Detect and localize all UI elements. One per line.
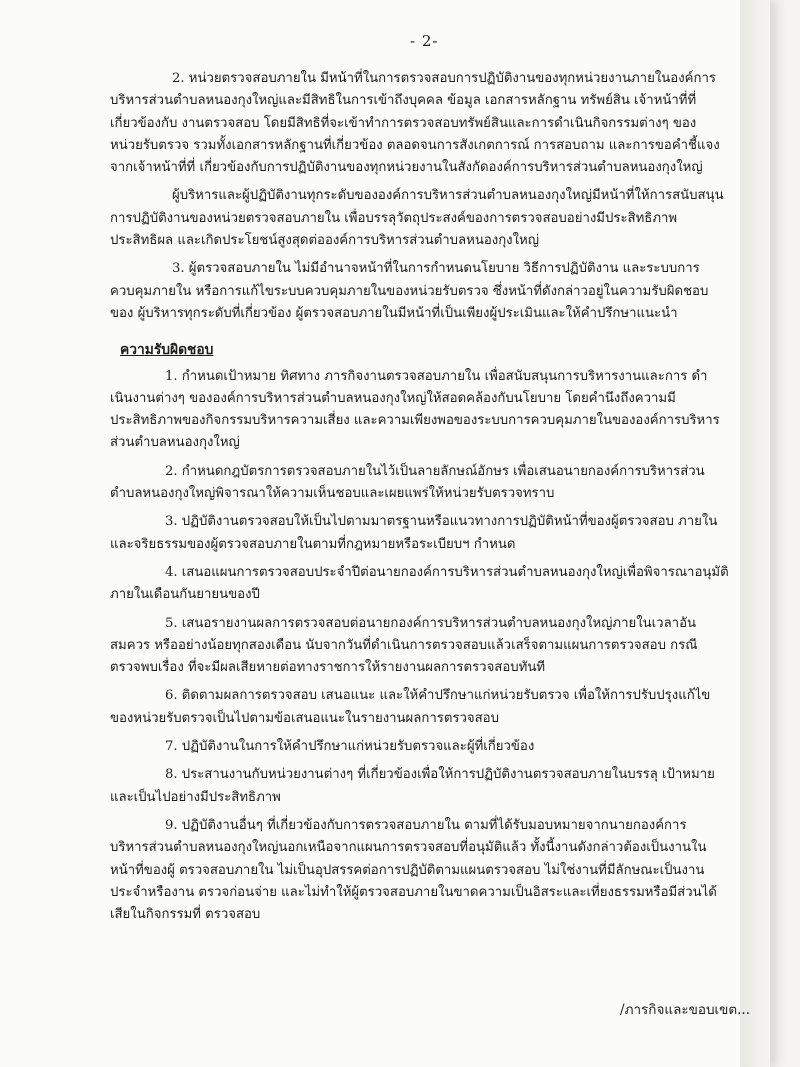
- text-line: บริหารส่วนตำบลหนองกุงใหญ่นอกเหนือจากแผนการตรวจสอบที่อนุมัติแล้ว ทั้งนี้งานดังกล่าวต้องเป็นงานใน: [110, 840, 707, 856]
- document-body: [110, 68, 760, 932]
- text-line: ประสิทธิภาพของกิจกรรมบริหารความเสี่ยง และความเพียงพอของระบบการควบคุมภายในขององค์การบริหาร: [110, 413, 720, 429]
- responsibility-item: [110, 511, 760, 556]
- paragraph-management-support: [110, 185, 760, 252]
- text-line: ตรวจพบเรื่อง ที่จะมีผลเสียหายต่อทางราชการให้รายงานผลการตรวจสอบทันที: [110, 660, 546, 676]
- responsibility-item: [110, 815, 760, 926]
- responsibility-item: [110, 685, 760, 730]
- text-line: ประจำหรืองาน ตรวจก่อนจ่าย และไม่ทำให้ผู้ตรวจสอบภายในขาดความเป็นอิสระและเที่ยงธรรมหรือมีส่วนได้: [110, 884, 717, 900]
- responsibility-item: [110, 461, 760, 506]
- text-line: ควบคุมภายใน หรือการแก้ไขระบบควบคุมภายในของหน่วยรับตรวจ ซึ่งหน้าที่ดังกล่าวอยู่ในความรับผิดชอบ: [110, 283, 709, 299]
- text-line: และเป็นไปอย่างมีประสิทธิภาพ: [110, 789, 281, 805]
- text-line: สมควร หรืออย่างน้อยทุกสองเดือน นับจากวันที่ดำเนินการตรวจสอบแล้วเสร็จตามแผนการตรวจสอบ กรณี: [110, 637, 698, 653]
- text-line: บริหารส่วนตำบลหนองกุงใหญ่และมีสิทธิในการเข้าถึงบุคคล ข้อมูล เอกสารหลักฐาน ทรัพย์สิน เจ้าหน้าที่ที่: [110, 93, 697, 109]
- responsibility-item: [110, 562, 760, 607]
- text-line: ส่วนตำบลหนองกุงใหญ่: [110, 435, 240, 451]
- text-line: หน่วยรับตรวจ รวมทั้งเอกสารหลักฐานที่เกี่ยวข้อง ตลอดจนการสังเกตการณ์ การสอบถาม และการขอคำชี้แจง: [110, 137, 720, 153]
- text-line: จากเจ้าหน้าที่ที่ เกี่ยวข้องกับการปฏิบัติงานของทุกหน่วยงานในสังกัดองค์การบริหารส่วนตำบลหนองกุงใหญ่: [110, 160, 703, 176]
- text-line: 2. กำหนดกฎบัตรการตรวจสอบภายในไว้เป็นลายลักษณ์อักษร เพื่อเสนอนายกองค์การบริหารส่วน: [165, 463, 705, 479]
- text-line: 9. ปฏิบัติงานอื่นๆ ที่เกี่ยวข้องกับการตรวจสอบภายใน ตามที่ได้รับมอบหมายจากนายกองค์การ: [165, 817, 687, 833]
- text-line: 3. ปฏิบัติงานตรวจสอบให้เป็นไปตามมาตรฐานหรือแนวทางการปฏิบัติหน้าที่ของผู้ตรวจสอบ ภายใน: [165, 514, 718, 530]
- responsibility-item: [110, 613, 760, 680]
- text-line: 4. เสนอแผนการตรวจสอบประจำปีต่อนายกองค์การบริหารส่วนตำบลหนองกุงใหญ่เพื่อพิจารณาอนุมัติ: [165, 564, 729, 580]
- responsibility-item: [110, 366, 760, 455]
- responsibility-item: [110, 736, 760, 758]
- responsibility-item: [110, 764, 760, 809]
- page-number: - 2-: [410, 32, 439, 50]
- text-line: เกี่ยวข้องกับ งานตรวจสอบ โดยมีสิทธิที่จะเข้าทำการตรวจสอบทรัพย์สินและการดำเนินกิจกรรมต่างๆ ของ: [110, 115, 697, 131]
- text-line: 7. ปฏิบัติงานในการให้คำปรึกษาแก่หน่วยรับตรวจและผู้ที่เกี่ยวข้อง: [165, 739, 535, 755]
- text-line: 3. ผู้ตรวจสอบภายใน ไม่มีอำนาจหน้าที่ในการกำหนดนโยบาย วิธีการปฏิบัติงาน และระบบการ: [172, 261, 700, 277]
- text-line: การปฏิบัติงานของหน่วยตรวจสอบภายใน เพื่อบรรลุวัตถุประสงค์ของการตรวจสอบอย่างมีประสิทธิภาพ: [110, 210, 678, 226]
- text-line: ของ ผู้บริหารทุกระดับที่เกี่ยวข้อง ผู้ตรวจสอบภายในมีหน้าที่เป็นเพียงผู้ประเมินและให้คำปรึกษาแนะนำ: [110, 305, 678, 321]
- text-line: ประสิทธิผล และเกิดประโยชน์สูงสุดต่อองค์การบริหารส่วนตำบลหนองกุงใหญ่: [110, 233, 539, 249]
- text-line: หน้าที่ของผู้ ตรวจสอบภายใน ไม่เป็นอุปสรรคต่อการปฏิบัติตามแผนตรวจสอบ ไม่ใช่งานที่มีลักษณะเป็นงาน: [110, 862, 705, 878]
- text-line: 1. กำหนดเป้าหมาย ทิศทาง ภารกิจงานตรวจสอบภายใน เพื่อสนับสนุนการบริหารงานและการ ดำ: [165, 368, 708, 384]
- text-line: 8. ประสานงานกับหน่วยงานต่างๆ ที่เกี่ยวข้องเพื่อให้การปฏิบัติงานตรวจสอบภายในบรรลุ เป้าหมาย: [165, 767, 715, 783]
- text-line: ผู้บริหารและผู้ปฏิบัติงานทุกระดับขององค์การบริหารส่วนตำบลหนองกุงใหญ่มีหน้าที่ให้การสนับสนุน: [172, 188, 724, 204]
- text-line: 5. เสนอรายงานผลการตรวจสอบต่อนายกองค์การบริหารส่วนตำบลหนองกุงใหญ่ภายในเวลาอัน: [165, 615, 697, 631]
- text-line: ภายในเดือนกันยายนของปี: [110, 587, 260, 603]
- text-line: เนินงานต่างๆ ขององค์การบริหารส่วนตำบลหนองกุงใหญ่ให้สอดคล้องกับนโยบาย โดยคำนึงถึงความมี: [110, 390, 676, 406]
- text-line: และจริยธรรมของผู้ตรวจสอบภายในตามที่กฎหมายหรือระเบียบฯ กำหนด: [110, 536, 516, 552]
- paragraph-internal-audit-duty: [110, 68, 760, 179]
- continuation-note: /ภารกิจและขอบเขต...: [620, 1002, 750, 1018]
- text-line: 6. ติดตามผลการตรวจสอบ เสนอแนะ และให้คำปรึกษาแก่หน่วยรับตรวจ เพื่อให้การปรับปรุงแก้ไข: [165, 688, 711, 704]
- text-line: 2. หน่วยตรวจสอบภายใน มีหน้าที่ในการตรวจสอบการปฏิบัติงานของทุกหน่วยงานภายในองค์การ: [172, 71, 716, 86]
- paragraph-auditor-no-authority: [110, 258, 760, 325]
- text-line: ของหน่วยรับตรวจเป็นไปตามข้อเสนอแนะในรายงานผลการตรวจสอบ: [110, 710, 499, 726]
- text-line: เสียในกิจกรรมที่ ตรวจสอบ: [110, 907, 261, 923]
- section-heading-responsibilities: ความรับผิดชอบ: [120, 342, 214, 359]
- text-line: ตำบลหนองกุงใหญ่พิจารณาให้ความเห็นชอบและเผยแพร่ให้หน่วยรับตรวจทราบ: [110, 486, 555, 502]
